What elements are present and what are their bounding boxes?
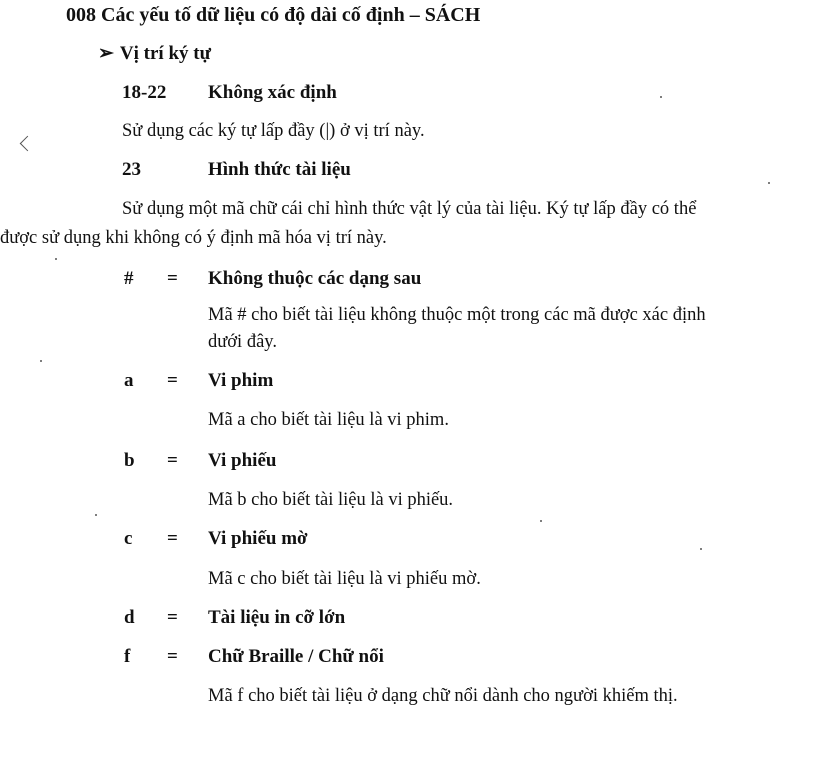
code-letter: c (124, 528, 133, 549)
scan-speck (660, 96, 662, 98)
scan-speck (700, 548, 702, 550)
code-equals: = (167, 528, 178, 549)
position-title: Không xác định (208, 82, 337, 103)
position-paragraph: Sử dụng một mã chữ cái chỉ hình thức vật lý của tài liệu. Ký tự lấp đầy có thể được sử dụng khi không có ý định mã hóa vị trí này. (0, 199, 697, 248)
scan-speck (40, 360, 42, 362)
page-heading: 008 Các yếu tố dữ liệu có độ dài cố định – SÁCH (66, 4, 481, 26)
code-description: Mã c cho biết tài liệu là vi phiếu mờ. (208, 569, 481, 589)
code-title: Vi phiếu (208, 450, 277, 471)
code-equals: = (167, 370, 178, 391)
section-title-text: Vị trí ký tự (119, 43, 212, 64)
scan-mark (20, 136, 36, 152)
code-description: Mã b cho biết tài liệu là vi phiếu. (208, 490, 454, 510)
code-description: Mã f cho biết tài liệu ở dạng chữ nổi dành cho người khiếm thị. (208, 686, 678, 706)
code-letter: b (124, 450, 135, 471)
code-title: Vi phim (208, 370, 274, 391)
code-letter: a (124, 370, 134, 391)
code-letter: # (124, 268, 134, 289)
code-title: Tài liệu in cỡ lớn (208, 607, 346, 628)
code-equals: = (167, 646, 178, 667)
code-description: Mã # cho biết tài liệu không thuộc một trong các mã được xác định dưới đây. (208, 305, 706, 352)
arrow-bullet-icon: ➢ (98, 43, 114, 64)
scan-speck (55, 258, 57, 260)
position-number: 23 (122, 159, 141, 180)
scan-speck (540, 520, 542, 522)
code-description: Mã a cho biết tài liệu là vi phim. (208, 410, 449, 430)
code-title: Không thuộc các dạng sau (208, 268, 422, 289)
code-title: Chữ Braille / Chữ nổi (208, 646, 384, 667)
code-letter: f (124, 646, 131, 667)
code-letter: d (124, 607, 135, 628)
code-equals: = (167, 268, 178, 289)
code-title: Vi phiếu mờ (208, 528, 308, 549)
code-equals: = (167, 607, 178, 628)
position-text: Sử dụng các ký tự lấp đầy (|) ở vị trí này. (122, 121, 425, 141)
position-title: Hình thức tài liệu (208, 159, 351, 180)
scan-speck (95, 514, 97, 516)
section-title (98, 42, 211, 65)
code-equals: = (167, 450, 178, 471)
position-number: 18-22 (122, 82, 167, 103)
scan-speck (768, 182, 770, 184)
